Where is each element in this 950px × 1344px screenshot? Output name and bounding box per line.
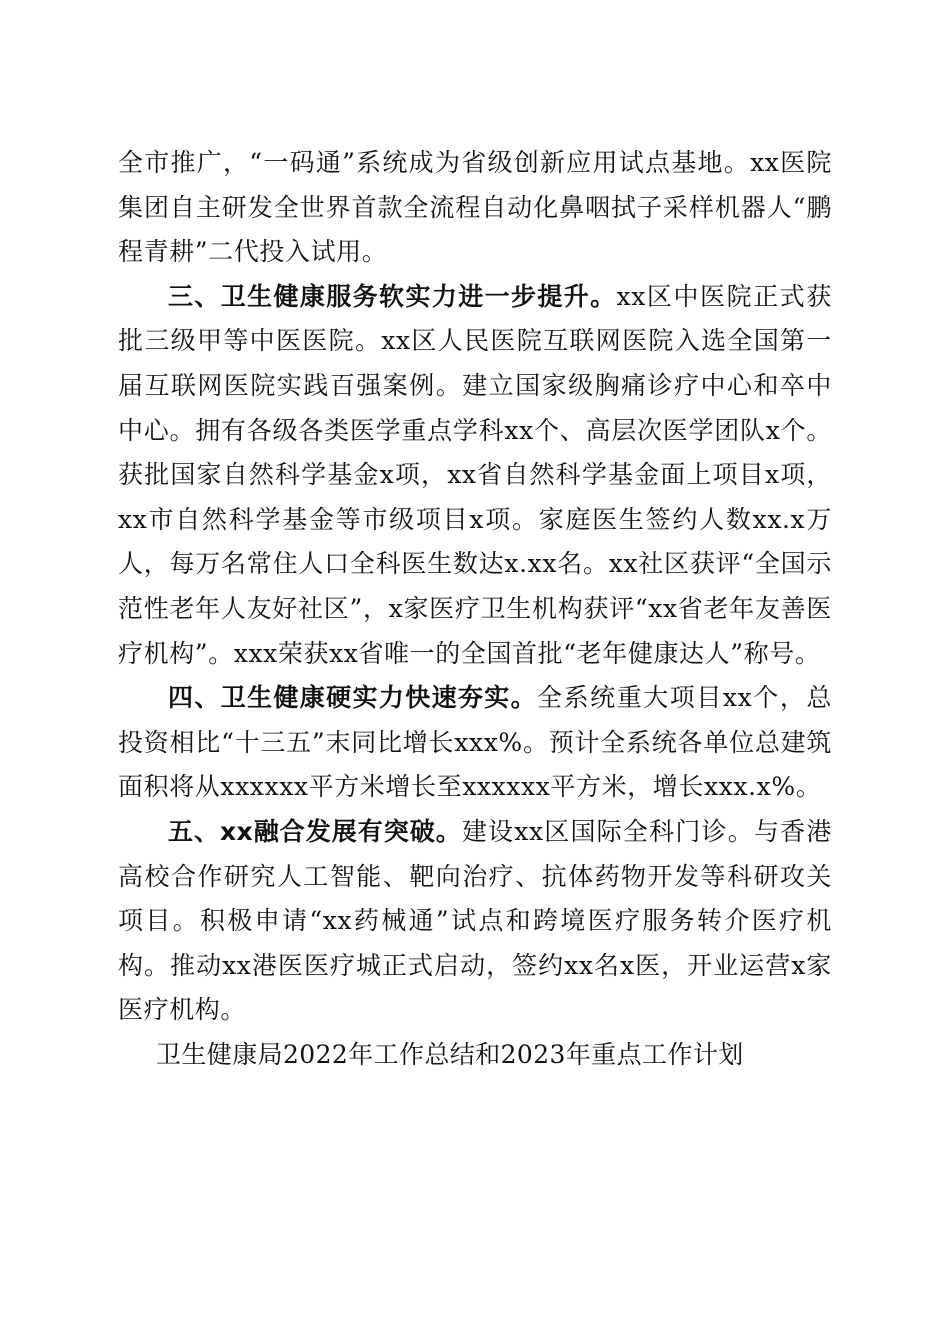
section-five-heading: 五、xx融合发展有突破。 bbox=[168, 816, 462, 846]
paragraph-section-four bbox=[118, 676, 832, 810]
section-five-text: 建设xx区国际全科门诊。与香港高校合作研究人工智能、靶向治疗、抗体药物开发等科研攻关项目。积极申请“xx药械通”试点和跨境医疗服务转介医疗机构。推动xx港医医疗城正式启动，签约xx名x医，开业运营x家医疗机构。 bbox=[118, 816, 832, 1025]
paragraph-intro bbox=[118, 141, 832, 275]
paragraph-section-three bbox=[118, 275, 832, 676]
section-three-heading: 三、卫生健康服务软实力进一步提升。 bbox=[168, 281, 617, 311]
section-four-heading: 四、卫生健康硬实力快速夯实。 bbox=[168, 683, 538, 713]
paragraph-intro-text: 全市推广，“一码通”系统成为省级创新应用试点基地。xx医院集团自主研发全世界首款全流程自动化鼻咽拭子采样机器人“鹏程青耕”二代投入试用。 bbox=[118, 148, 832, 267]
section-four-text: 全系统重大项目xx个，总投资相比“十三五”末同比增长xxx%。预计全系统各单位总建筑面积将从xxxxxx平方米增长至xxxxxx平方米，增长xxx.x%。 bbox=[118, 683, 832, 802]
document-body bbox=[118, 141, 832, 1077]
section-three-text: xx区中医院正式获批三级甲等中医医院。xx区人民医院互联网医院入选全国第一届互联网医院实践百强案例。建立国家级胸痛诊疗中心和卒中中心。拥有各级各类医学重点学科xx个、高层次医学团队x个。获批国家自然科学基金x项，xx省自然科学基金面上项目x项，xx市自然科学基金等市级项目x项。家庭医生签约人数xx.x万人，每万名常住人口全科医生数达x.xx名。xx社区获评“全国示范性老年人友好社区”，x家医疗卫生机构获评“xx省老年友善医疗机构”。xxx荣获xx省唯一的全国首批“老年健康达人”称号。 bbox=[118, 281, 832, 668]
document-footer-title: 卫生健康局2022年工作总结和2023年重点工作计划 bbox=[156, 1039, 744, 1069]
paragraph-section-five bbox=[118, 810, 832, 1033]
